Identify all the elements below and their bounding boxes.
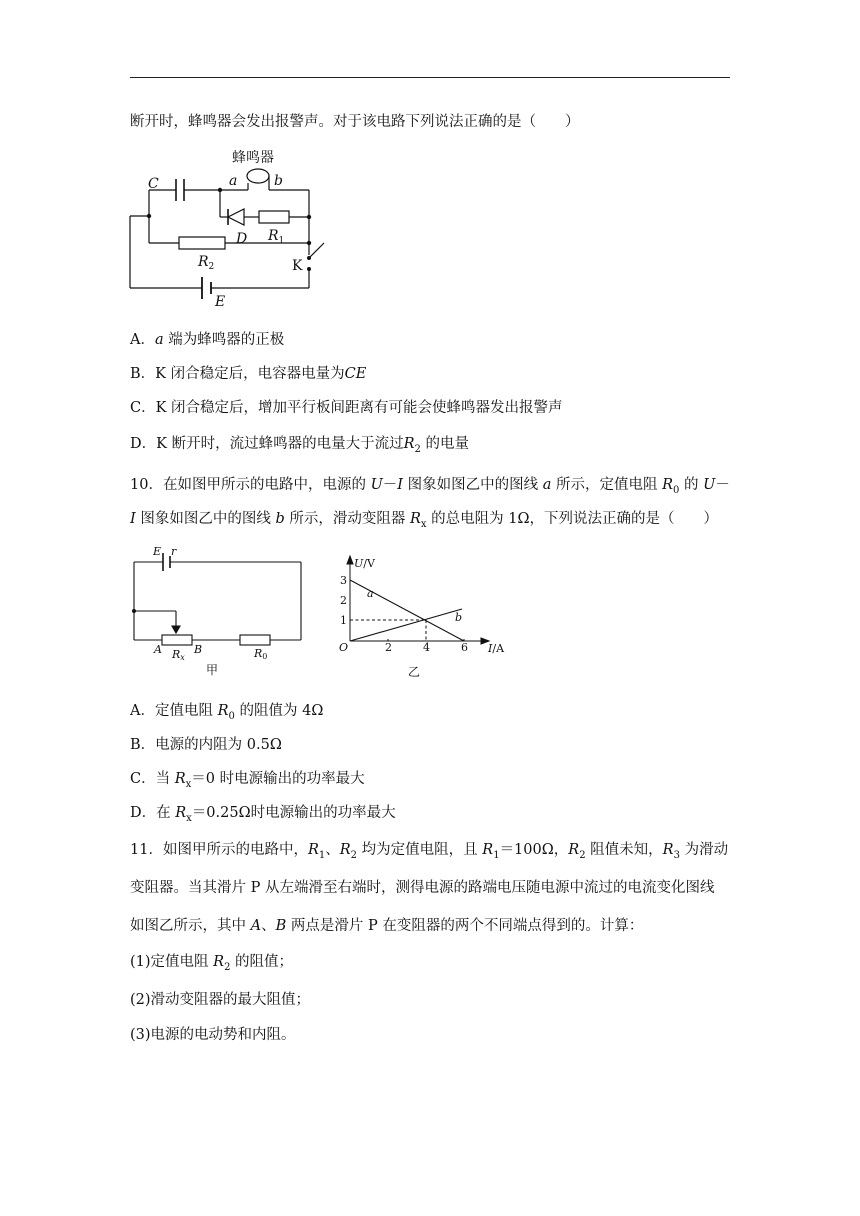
- q10-circuit-diagram-jia: [126, 540, 310, 680]
- r1-label: $R_1$: [268, 228, 285, 246]
- internal-r-label: r: [171, 545, 177, 558]
- q9-circuit-diagram: [126, 145, 326, 313]
- q10-stem-line2: I 图象如图乙中的图线 b 所示，滑动变阻器 $R_x$ 的总电阻为 1Ω，下列说法正确的是（ ）: [130, 511, 718, 530]
- capacitor-label: C: [148, 176, 159, 192]
- q10-option-a: A．定值电阻 $R_0$ 的阻值为 4Ω: [130, 703, 324, 722]
- y-tick-2: 2: [340, 594, 347, 607]
- y-axis-label: U/V: [354, 557, 375, 570]
- diode-label: D: [236, 231, 248, 247]
- q9-option-b: B．K 闭合稳定后，电容器电量为CE: [130, 366, 367, 382]
- q10-option-b: B．电源的内阻为 0.5Ω: [130, 737, 282, 753]
- source-e-label: E: [153, 545, 162, 558]
- x-tick-2: 2: [385, 641, 392, 654]
- y-tick-3: 3: [340, 574, 347, 587]
- battery-label: E: [215, 294, 226, 310]
- origin-label: O: [339, 641, 349, 654]
- q11-stem-line1: 11．如图甲所示的电路中，$R_1$、$R_2$ 均为定值电阻，且 $R_1=100\Omega$，$R_2$ 阻值未知，$R_3$ 为滑动: [130, 842, 729, 861]
- q9-option-c: C．K 闭合稳定后，增加平行板间距离有可能会使蜂鸣器发出报警声: [130, 400, 563, 416]
- q11-stem-line2: 变阻器。当其滑片 P 从左端滑至右端时，测得电源的路端电压随电源中流过的电流变化图线: [130, 880, 715, 896]
- line-b: [350, 609, 462, 641]
- x-tick-6: 6: [461, 641, 468, 654]
- q9-option-a: A．a 端为蜂鸣器的正极: [130, 332, 285, 348]
- buzzer-label: 蜂鸣器: [232, 150, 274, 166]
- terminal-a-label: A: [154, 643, 162, 656]
- terminal-b-label: b: [274, 173, 283, 189]
- q10-option-c: C．当 $R_x=0$ 时电源输出的功率最大: [130, 771, 365, 790]
- q11-stem-line3: 如图乙所示，其中 A、B 两点是滑片 P 在变阻器的两个不同端点得到的。计算：: [130, 918, 644, 934]
- q11-subquestion-2: (2)滑动变阻器的最大阻值；: [130, 992, 311, 1008]
- switch-label: K: [292, 258, 303, 274]
- q9-stem: 断开时，蜂鸣器会发出报警声。对于该电路下列说法正确的是（ ）: [130, 114, 580, 130]
- r2-label: $R_2$: [198, 254, 215, 272]
- q9-option-d: D．K 断开时，流过蜂鸣器的电量大于流过$R_2$ 的电量: [130, 436, 469, 455]
- terminal-b-label: B: [194, 643, 203, 656]
- line-b-label: b: [455, 611, 463, 624]
- q11-subquestion-1: (1)定值电阻 $R_2$ 的阻值；: [130, 954, 294, 973]
- q10-option-d: D．在 $R_x=0.25\Omega$时电源输出的功率最大: [130, 805, 396, 824]
- x-axis-label: I/A: [488, 642, 505, 655]
- figure-jia-caption: 甲: [206, 663, 219, 677]
- line-a-label: a: [367, 587, 374, 600]
- q11-subquestion-3: (3)电源的电动势和内阻。: [130, 1027, 296, 1043]
- header-rule: [130, 77, 730, 78]
- q10-ui-graph-yi: [334, 553, 514, 683]
- terminal-a-label: a: [229, 173, 238, 189]
- r0-label: R0: [254, 647, 268, 661]
- q10-stem-line1: 10．在如图甲所示的电路中，电源的 U－I 图象如图乙中的图线 a 所示，定值电阻 $R_0$ 的 U－: [130, 477, 730, 496]
- x-tick-4: 4: [423, 641, 430, 654]
- rx-label: Rx: [172, 648, 185, 662]
- y-tick-1: 1: [340, 614, 347, 627]
- figure-yi-caption: 乙: [408, 665, 421, 679]
